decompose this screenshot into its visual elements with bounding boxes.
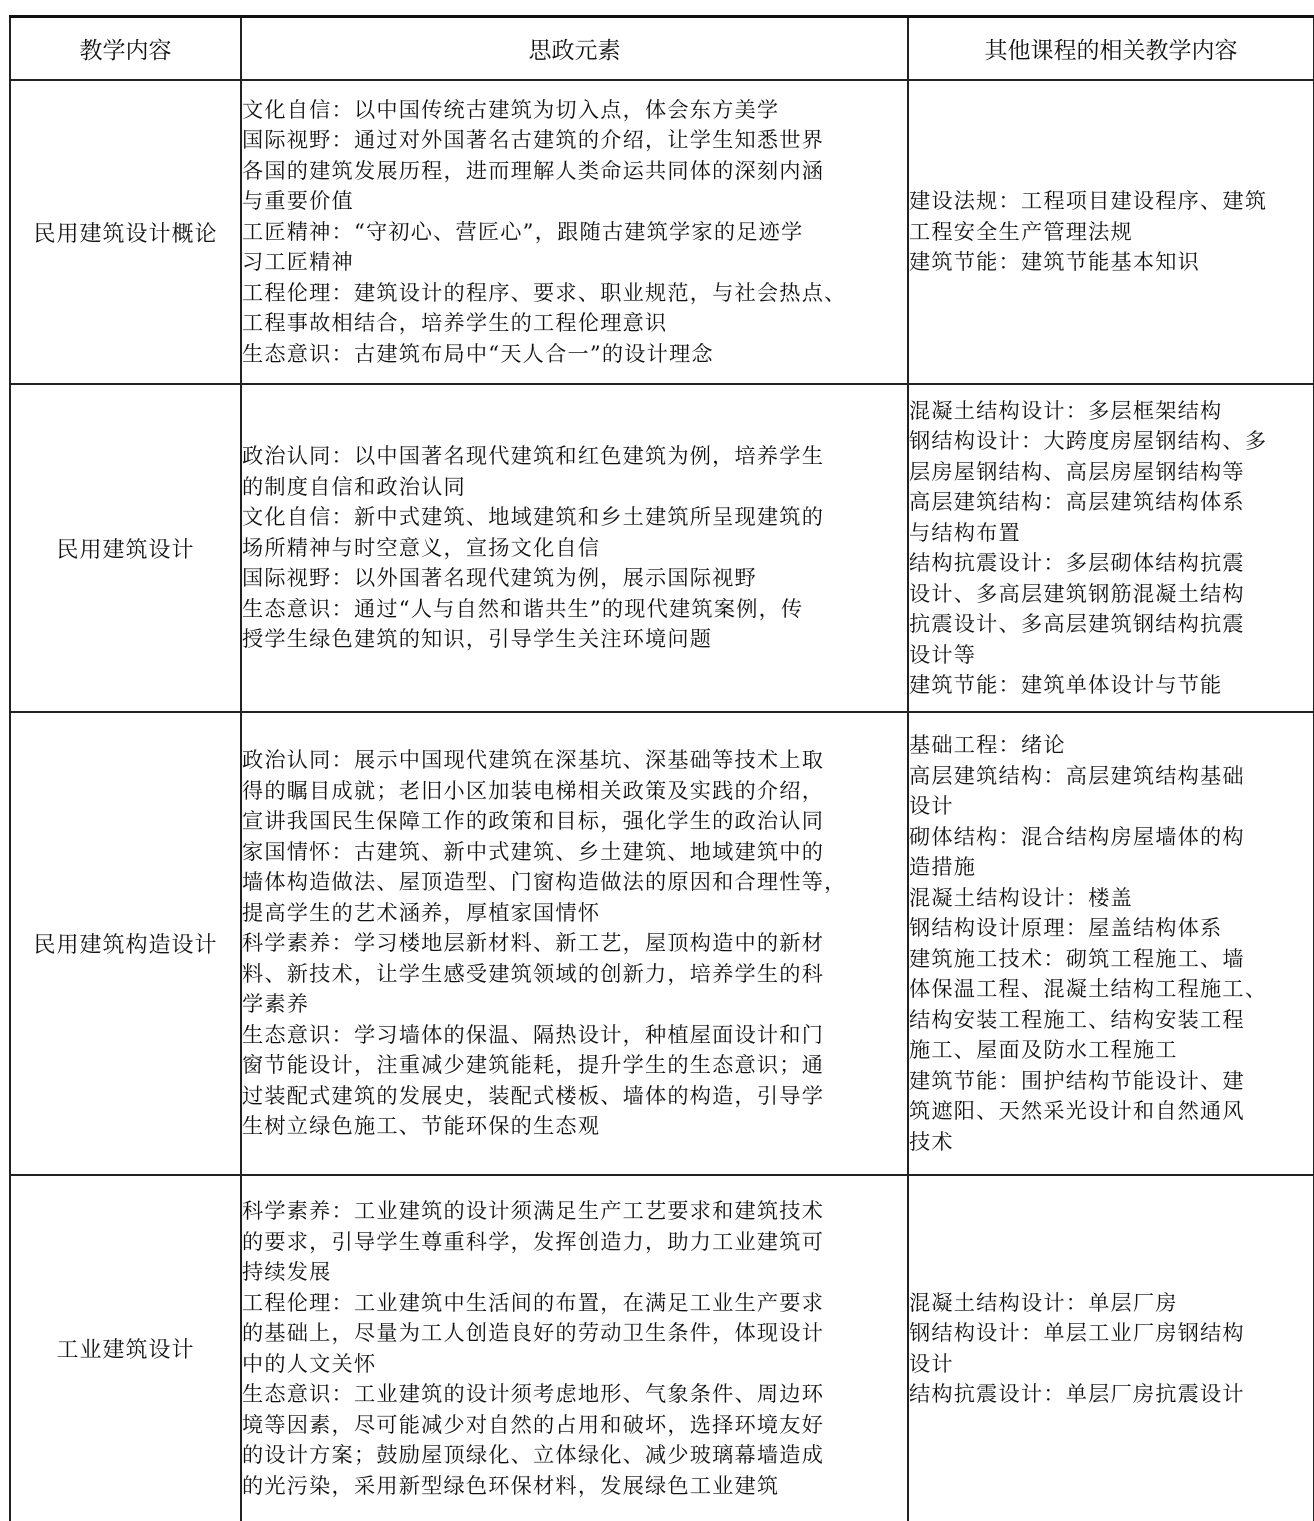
related-course-line: 高层建筑结构：高层建筑结构体系 [909, 489, 1245, 514]
related-course-cell [908, 1175, 1314, 1521]
ideological-element-line: 提高学生的艺术涵养，厚植家国情怀 [242, 899, 601, 925]
related-course-line: 设计 [909, 793, 954, 818]
related-course-line: 钢结构设计原理：屋盖结构体系 [909, 915, 1223, 940]
ideological-element-line: 科学素养：工业建筑的设计须满足生产工艺要求和建筑技术 [242, 1198, 825, 1223]
related-course-line: 设计 [909, 1350, 954, 1376]
related-course-line: 工程安全生产管理法规 [909, 218, 1133, 244]
ideological-element-line: 生态意识：学习墙体的保温、隔热设计，种植屋面设计和门 [242, 1021, 825, 1047]
ideological-element-line: 的制度自信和政治认同 [242, 473, 466, 499]
header-ideological-elements: 思政元素 [241, 17, 908, 81]
related-course-line: 与结构布置 [909, 519, 1021, 545]
ideological-element-line: 中的人文关怀 [242, 1350, 377, 1376]
related-course-line: 筑遮阳、天然采光设计和自然通风 [909, 1098, 1245, 1123]
header-row [10, 17, 1314, 81]
ideological-elements-cell [241, 712, 908, 1175]
related-course-line: 建筑节能：建筑单体设计与节能 [909, 672, 1223, 697]
ideological-element-line: 宣讲我国民生保障工作的政策和目标，强化学生的政治认同 [242, 808, 825, 834]
teaching-content-cell: 民用建筑设计 [10, 384, 241, 712]
related-course-line: 施工、屋面及防水工程施工 [909, 1037, 1178, 1062]
ideological-element-line: 与重要价值 [242, 188, 354, 214]
related-course-line: 钢结构设计：单层工业厂房钢结构 [909, 1320, 1245, 1345]
related-course-line: 体保温工程、混凝土结构工程施工、 [909, 976, 1268, 1001]
ideological-element-line: 墙体构造做法、屋顶造型、门窗构造做法的原因和合理性等， [242, 869, 847, 895]
related-course-line: 建设法规：工程项目建设程序、建筑 [909, 188, 1268, 214]
related-course-line: 设计等 [909, 641, 977, 667]
ideological-element-line: 科学素养：学习楼地层新材料、新工艺，屋顶构造中的新材 [242, 930, 825, 956]
ideological-element-line: 场所精神与时空意义，宣扬文化自信 [242, 534, 601, 560]
ideological-elements-cell [241, 1175, 908, 1521]
related-course-cell [908, 80, 1314, 384]
related-course-line: 混凝土结构设计：多层框架结构 [909, 397, 1223, 423]
related-course-line: 抗震设计、多高层建筑钢结构抗震 [909, 611, 1245, 636]
related-course-line: 混凝土结构设计：楼盖 [909, 884, 1133, 910]
ideological-element-line: 生态意识：工业建筑的设计须考虑地形、气象条件、周边环 [242, 1381, 825, 1406]
related-course-cell [908, 712, 1314, 1175]
teaching-content-cell: 民用建筑构造设计 [10, 712, 241, 1175]
related-course-line: 造措施 [909, 854, 977, 879]
ideological-element-line: 工匠精神：“守初心、营匠心”，跟随古建筑学家的足迹学 [242, 218, 804, 244]
ideological-element-line: 境等因素，尽可能减少对自然的占用和破坏，选择环境友好 [242, 1411, 825, 1437]
table-row [10, 1175, 1314, 1521]
ideological-element-line: 授学生绿色建筑的知识，引导学生关注环境问题 [242, 626, 713, 652]
ideological-element-line: 工程事故相结合，培养学生的工程伦理意识 [242, 310, 668, 336]
related-course-line: 建筑节能：围护结构节能设计、建 [909, 1067, 1245, 1093]
ideological-element-line: 持续发展 [242, 1259, 332, 1284]
header-related-course-content: 其他课程的相关教学内容 [908, 17, 1314, 81]
related-course-line: 结构抗震设计：多层砌体结构抗震 [909, 550, 1245, 575]
curriculum-table [9, 15, 1314, 1521]
ideological-element-line: 窗节能设计，注重减少建筑能耗，提升学生的生态意识；通 [242, 1052, 825, 1078]
ideological-element-line: 的设计方案；鼓励屋顶绿化、立体绿化、减少玻璃幕墙造成 [242, 1442, 825, 1467]
related-course-line: 结构安装工程施工、结构安装工程 [909, 1006, 1245, 1032]
related-course-line: 建筑节能：建筑节能基本知识 [909, 249, 1201, 275]
related-course-line: 钢结构设计：大跨度房屋钢结构、多 [909, 428, 1268, 453]
ideological-element-line: 政治认同：以中国著名现代建筑和红色建筑为例，培养学生 [242, 443, 825, 469]
ideological-element-line: 工程伦理：工业建筑中生活间的布置，在满足工业生产要求 [242, 1289, 825, 1315]
related-course-line: 结构抗震设计：单层厂房抗震设计 [909, 1381, 1245, 1406]
related-course-cell [908, 384, 1314, 712]
ideological-elements-cell [241, 384, 908, 712]
ideological-element-line: 国际视野：通过对外国著名古建筑的介绍，让学生知悉世界 [242, 127, 825, 153]
ideological-element-line: 习工匠精神 [242, 249, 354, 275]
ideological-element-line: 家国情怀：古建筑、新中式建筑、乡土建筑、地域建筑中的 [242, 838, 825, 864]
ideological-element-line: 生态意识：古建筑布局中“天人合一”的设计理念 [242, 340, 714, 366]
table-row [10, 80, 1314, 384]
related-course-line: 混凝土结构设计：单层厂房 [909, 1289, 1178, 1315]
ideological-element-line: 的要求，引导学生尊重科学，发挥创造力，助力工业建筑可 [242, 1228, 825, 1254]
ideological-element-line: 学素养 [242, 991, 310, 1017]
table-row [10, 712, 1314, 1175]
teaching-content-cell: 工业建筑设计 [10, 1175, 241, 1521]
ideological-element-line: 过装配式建筑的发展史，装配式楼板、墙体的构造，引导学 [242, 1082, 825, 1108]
teaching-content-cell: 民用建筑设计概论 [10, 80, 241, 384]
related-course-line: 建筑施工技术：砌筑工程施工、墙 [909, 945, 1245, 971]
ideological-element-line: 工程伦理：建筑设计的程序、要求、职业规范，与社会热点、 [242, 279, 847, 305]
ideological-element-line: 文化自信：以中国传统古建筑为切入点，体会东方美学 [242, 96, 780, 122]
ideological-element-line: 生态意识：通过“人与自然和谐共生”的现代建筑案例，传 [242, 595, 804, 621]
ideological-element-line: 国际视野：以外国著名现代建筑为例，展示国际视野 [242, 565, 757, 591]
related-course-line: 高层建筑结构：高层建筑结构基础 [909, 762, 1245, 788]
related-course-line: 砌体结构：混合结构房屋墙体的构 [909, 823, 1245, 849]
header-teaching-content: 教学内容 [10, 17, 241, 81]
ideological-element-line: 得的瞩目成就；老旧小区加装电梯相关政策及实践的介绍， [242, 777, 825, 803]
related-course-line: 层房屋钢结构、高层房屋钢结构等 [909, 458, 1245, 484]
ideological-element-line: 生树立绿色施工、节能环保的生态观 [242, 1113, 601, 1139]
related-course-line: 设计、多高层建筑钢筋混凝土结构 [909, 580, 1245, 606]
ideological-element-line: 的光污染，采用新型绿色环保材料，发展绿色工业建筑 [242, 1472, 780, 1498]
ideological-element-line: 料、新技术，让学生感受建筑领域的创新力，培养学生的科 [242, 960, 825, 986]
ideological-element-line: 文化自信：新中式建筑、地域建筑和乡土建筑所呈现建筑的 [242, 504, 825, 530]
related-course-line: 基础工程：绪论 [909, 732, 1066, 757]
ideological-element-line: 的基础上，尽量为工人创造良好的劳动卫生条件，体现设计 [242, 1320, 825, 1345]
ideological-element-line: 政治认同：展示中国现代建筑在深基坑、深基础等技术上取 [242, 747, 825, 773]
ideological-element-line: 各国的建筑发展历程，进而理解人类命运共同体的深刻内涵 [242, 157, 825, 183]
ideological-elements-cell [241, 80, 908, 384]
table-row [10, 384, 1314, 712]
related-course-line: 技术 [909, 1128, 954, 1154]
